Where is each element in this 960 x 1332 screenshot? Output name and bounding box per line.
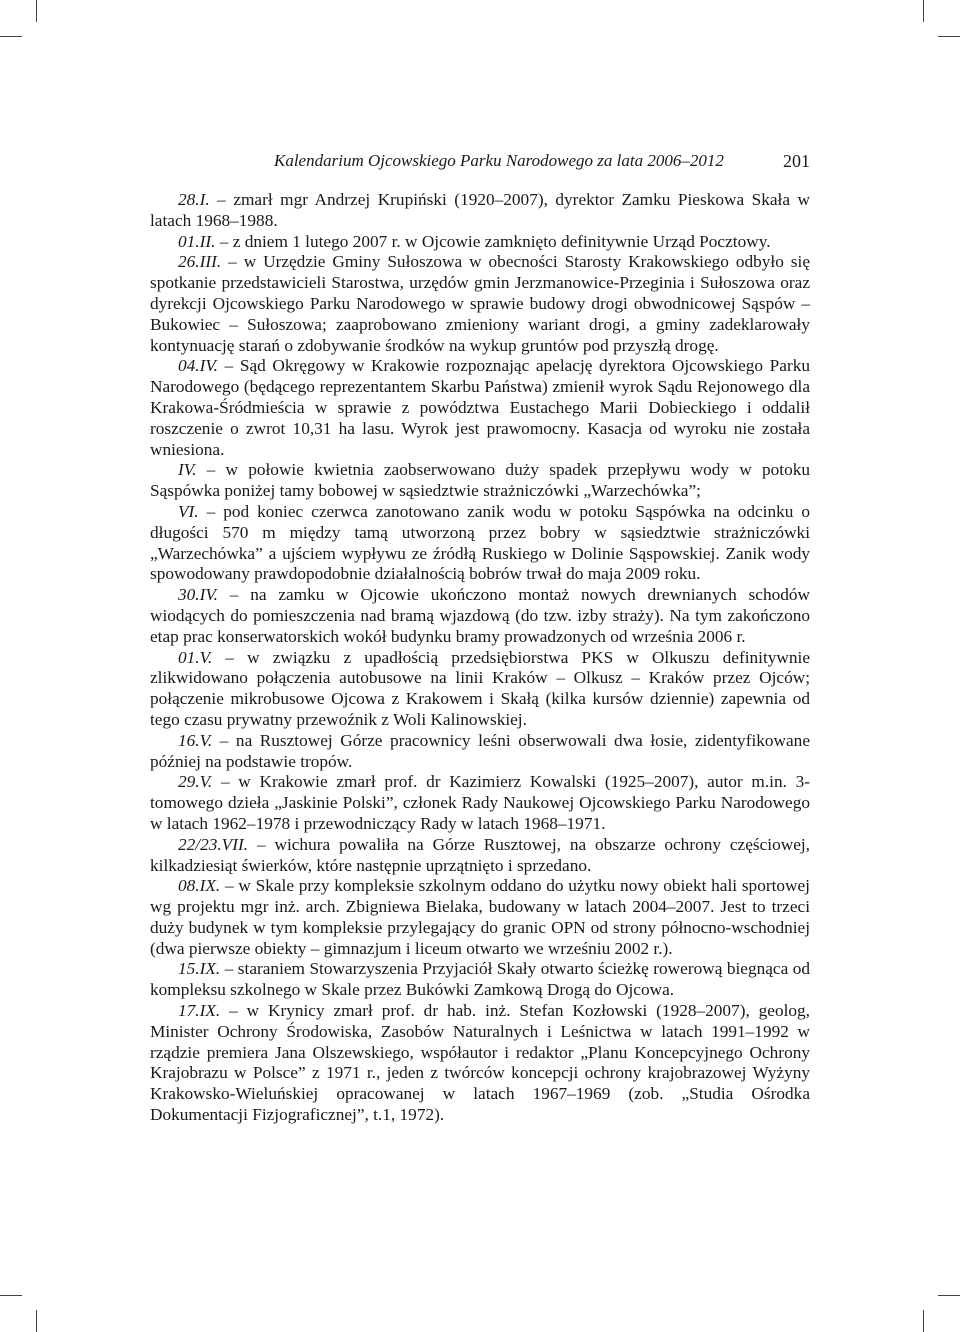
entry-date: 04.IV. (178, 356, 219, 376)
entry-text: – na Rusztowej Górze pracownicy leśni obserwowali dwa łosie, zidentyfikowane później na podstawie tropów. (150, 730, 810, 771)
crop-mark-bottom-right-h (938, 1295, 960, 1296)
crop-mark-bottom-left-h (0, 1295, 22, 1296)
entry-date: 01.V. (178, 647, 213, 667)
chronicle-entry (150, 190, 810, 232)
chronicle-entry (150, 585, 810, 647)
entry-text: – na zamku w Ojcowie ukończono montaż nowych drewnianych schodów wiodących do pomieszczenia nad bramą wjazdową (do tzw. izby straży). Na tym zakończono etap prac konserwatorskich wokół budynku bramy prowadzonych od września 2006 r. (150, 585, 810, 646)
entry-text: – z dniem 1 lutego 2007 r. w Ojcowie zamknięto definitywnie Urząd Pocztowy. (215, 231, 771, 251)
entry-date: 17.IX. (178, 1001, 221, 1021)
chronicle-entry (150, 876, 810, 959)
entry-date: 30.IV. (178, 585, 219, 605)
chronicle-entry (150, 232, 810, 253)
crop-mark-bottom-right (923, 1310, 924, 1332)
entry-date: 01.II. (178, 231, 216, 251)
entry-text: – w Skale przy kompleksie szkolnym oddano do użytku nowy obiekt hali sportowej wg projektu mgr inż. arch. Zbigniewa Bielaka, budowany w latach 2004–2007. Jest to trzeci duży budynek w tym kompleksie przylegający do granic OPN od strony północno-wschodniej (dwa pierwsze obiekty – gimnazjum i liceum otwarto we wrześniu 2002 r.). (150, 876, 810, 958)
entry-date: 26.III. (178, 252, 222, 272)
entry-date: VI. (178, 501, 199, 521)
entry-text: – w Krynicy zmarł prof. dr hab. inż. Stefan Kozłowski (1928–2007), geolog, Minister Ochrony Środowiska, Zasobów Naturalnych i Leśnictwa w latach 1991–1992 w rządzie premiera Jana Olszewskiego, współautor i redaktor „Planu Koncepcyjnego Ochrony Krajobrazu w Polsce” z 1971 r., jeden z twórców koncepcji ochrony krajobrazowej Wyżyny Krakowsko-Wieluńskiej opracowanej w latach 1967–1969 (zob. „Studia Ośrodka Dokumentacji Fizjograficznej”, t.1, 1972). (150, 1001, 810, 1125)
chronicle-entry (150, 1001, 810, 1126)
entry-text: – w Krakowie zmarł prof. dr Kazimierz Kowalski (1925–2007), autor m.in. 3-tomowego dzieła „Jaskinie Polski”, członek Rady Naukowej Ojcowskiego Parku Narodowego w latach 1962–1978 i przewodniczący Rady w latach 1968–1971. (150, 772, 810, 833)
entry-text: – w połowie kwietnia zaobserwowano duży spadek przepływu wody w potoku Sąspówka poniżej tamy bobowej w sąsiedztwie strażniczówki „Warzechówka”; (150, 460, 810, 501)
entry-date: 08.IX. (178, 876, 221, 896)
page-number: 201 (783, 151, 810, 171)
entry-date: 28.I. (178, 190, 210, 209)
entry-date: 22/23.VII. (178, 834, 249, 854)
chronicle-entry (150, 731, 810, 773)
entry-text: – wichura powaliła na Górze Rusztowej, na obszarze ochrony częściowej, kilkadziesiąt świerków, które następnie uprzątnięto i sprzedano. (150, 834, 810, 875)
entry-text: – Sąd Okręgowy w Krakowie rozpoznając apelację dyrektora Ojcowskiego Parku Narodowego (będącego reprezentantem Skarbu Państwa) zmienił wyrok Sądu Rejonowego dla Krakowa-Śródmieścia w sprawie z powództwa Eustachego Marii Dobieckiego i oddalił roszczenie o zwrot 10,31 ha lasu. Wyrok jest prawomocny. Kasacja od wyroku nie została wniesiona. (150, 356, 810, 459)
crop-mark-bottom-left (36, 1310, 37, 1332)
chronicle-entry (150, 252, 810, 356)
entry-date: 16.V. (178, 730, 213, 750)
entry-text: – w związku z upadłością przedsiębiorstwa PKS w Olkuszu definitywnie zlikwidowano połączenia autobusowe na linii Kraków – Olkusz – Kraków przez Ojców; połączenie mikrobusowe Ojcowa z Krakowem i Skałą (kilka kursów dziennie) zapewnia od tego czasu prywatny przewoźnik z Woli Kalinowskiej. (150, 647, 810, 729)
entry-text: – staraniem Stowarzyszenia Przyjaciół Skały otwarto ścieżkę rowerową biegnąca od kompleksu szkolnego w Skale przez Bukówki Zamkową Drogą do Ojcowa. (150, 959, 810, 1000)
chronicle-entry (150, 772, 810, 834)
chronicle-entry (150, 356, 810, 460)
entry-date: 29.V. (178, 772, 213, 792)
chronicle-entry (150, 460, 810, 502)
entry-date: 15.IX. (178, 959, 221, 979)
chronicle-entry (150, 959, 810, 1001)
entry-text: – zmarł mgr Andrzej Krupiński (1920–2007), dyrektor Zamku Pieskowa Skała w latach 1968–1988. (150, 190, 810, 230)
entry-text: – pod koniec czerwca zanotowano zanik wodu w potoku Sąspówka na odcinku o długości 570 m między tamą utworzoną przez bobry w sąsiedztwie strażniczówki „Warzechówka” a ujściem wypływu ze źródłą Ruskiego w Dolinie Sąspowskiej. Zanik wody spowodowany prawdopodobnie działalnością bobrów trwał do maja 2009 roku. (150, 501, 810, 584)
crop-mark-top-left (36, 0, 37, 22)
crop-mark-top-right-h (938, 36, 960, 37)
chronicle-entry (150, 502, 810, 585)
entry-date: IV. (178, 460, 197, 480)
crop-mark-top-left-h (0, 36, 22, 37)
entry-text: – w Urzędzie Gminy Sułoszowa w obecności Starosty Krakowskiego odbyło się spotkanie przedstawicieli Starostwa, urzędów gmin Jerzmanowice-Przeginia i Sułoszowa oraz dyrekcji Ojcowskiego Parku Narodowego w sprawie budowy drogi obwodnicowej Sąspów – Bukowiec – Sułoszowa; zaaprobowano zmieniony wariant drogi, a gminy zadeklarowały kontynuację starań o zdobywanie środków na wykup gruntów pod przyszłą drogę. (150, 252, 810, 355)
crop-mark-top-right (923, 0, 924, 22)
chronicle-entry (150, 648, 810, 731)
chronicle-entry (150, 835, 810, 877)
chronicle-body (150, 190, 810, 1126)
running-title: Kalendarium Ojcowskiego Parku Narodowego za lata 2006–2012 (274, 151, 724, 170)
